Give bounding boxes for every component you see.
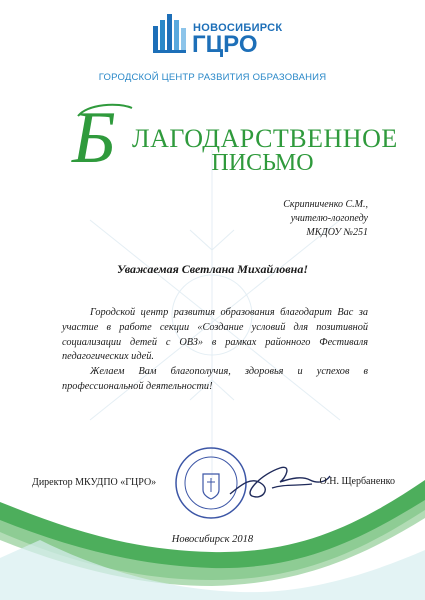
title-line-1: ЛАГОДАРСТВЕННОЕ [132,124,398,153]
greeting: Уважаемая Светлана Михайловна! [116,262,308,276]
title-initial-text: Б [72,98,116,174]
city-year: Новосибирск 2018 [171,534,254,545]
body-paragraph-1: Городской центр развития образования благодарит Вас за участие в работе секции «Создание условий для позитивной социализации детей с ОВЗ» в рамках районного Фестиваля педагогических идей. [62,307,368,363]
addressee-block [283,198,368,240]
addressee-org: МКДОУ №251 [306,227,368,238]
handwritten-signature [222,454,332,506]
director-title: Директор МКУДПО «ГЦРО» [32,477,157,488]
addressee-name: Скрипниченко С.М., [283,199,368,210]
letter-body [62,306,368,395]
logo-subtitle: ГОРОДСКОЙ ЦЕНТР РАЗВИТИЯ ОБРАЗОВАНИЯ [98,72,327,83]
addressee-position: учителю-логопеду [290,213,368,224]
logo-name: ГЦРО [192,31,258,58]
title-line-2 [0,150,425,177]
logo-city: НОВОСИБИРСК [193,22,283,34]
title-line-2-text: ПИСЬМО [211,150,314,176]
gcro-logo-icon [153,14,187,54]
director-name: О.Н. Щербаненко [319,476,395,487]
body-paragraph-2: Желаем Вам благополучия, здоровья и успехов в профессиональной деятельности! [62,366,368,392]
